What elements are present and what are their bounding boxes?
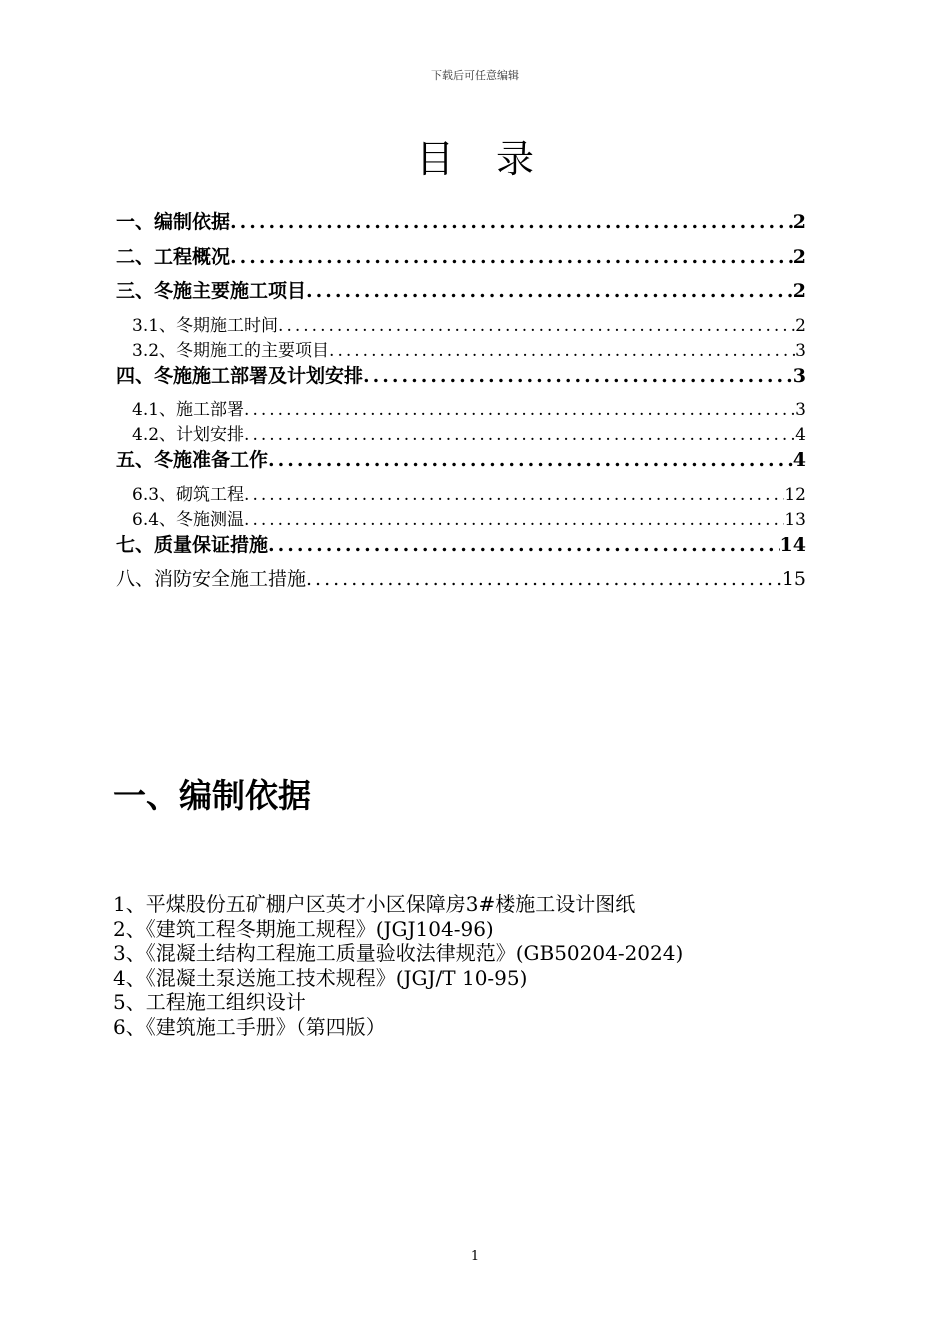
toc-entry-page: 13: [784, 509, 806, 530]
toc-subentry[interactable]: [116, 420, 806, 445]
reference-list: [113, 892, 833, 1039]
list-item: 4、《混凝土泵送施工技术规程》(JGJ/T 10-95): [113, 965, 528, 990]
toc-entry-text: 七、质量保证措施: [116, 533, 269, 556]
toc-entry-page: 2: [792, 245, 806, 268]
toc-entry-page: 12: [784, 484, 806, 505]
toc-entry-page: 3: [795, 400, 806, 420]
toc-entry[interactable]: [116, 242, 806, 277]
toc-title: 目录: [415, 137, 576, 181]
toc-leader: [306, 280, 793, 302]
toc-entry-page: 14: [779, 533, 806, 556]
toc-entry[interactable]: [116, 207, 806, 242]
toc-leader: [278, 316, 795, 336]
page-number: 1: [470, 1249, 480, 1264]
toc-subentry[interactable]: [116, 395, 806, 420]
toc-entry-text: 4.1、施工部署: [132, 400, 245, 420]
toc-leader: [268, 449, 793, 471]
toc-entry-text: 3.2、冬期施工的主要项目: [132, 340, 330, 361]
toc-entry[interactable]: [116, 445, 806, 480]
toc-leader: [306, 568, 782, 590]
toc-leader: [230, 211, 793, 233]
toc-entry-page: 15: [781, 568, 806, 590]
toc-leader: [329, 341, 795, 361]
toc-entry[interactable]: [116, 361, 806, 396]
toc-entry-page: 4: [792, 449, 806, 471]
toc-entry-page: 2: [795, 315, 806, 336]
toc-leader: [268, 534, 780, 556]
toc-entry-text: 6.4、冬施测温: [132, 509, 245, 530]
table-of-contents: [116, 207, 806, 599]
toc-entry[interactable]: [116, 276, 806, 311]
page-header: 下载后可任意编辑: [431, 69, 519, 82]
toc-entry-text: 4.2、计划安排: [132, 425, 245, 445]
toc-entry-text: 四、冬施施工部署及计划安排: [116, 364, 364, 387]
list-item: 6、《建筑施工手册》（第四版）: [113, 1014, 386, 1039]
toc-entry-page: 2: [792, 211, 806, 233]
section-heading: 一、编制依据: [113, 776, 311, 815]
toc-leader: [244, 485, 784, 505]
toc-entry-text: 一、编制依据: [116, 211, 231, 233]
toc-subentry[interactable]: [116, 336, 806, 361]
toc-entry-page: 2: [792, 280, 806, 302]
toc-entry-text: 八、消防安全施工措施: [116, 568, 307, 590]
list-item: 5、工程施工组织设计: [113, 990, 306, 1014]
toc-entry[interactable]: [116, 530, 806, 565]
toc-leader: [244, 400, 795, 420]
toc-entry-page: 3: [795, 340, 806, 361]
toc-subentry[interactable]: [116, 311, 806, 336]
toc-entry-page: 3: [792, 364, 806, 387]
toc-leader: [244, 425, 795, 445]
toc-entry[interactable]: [116, 564, 806, 599]
toc-entry-page: 4: [795, 425, 806, 445]
toc-entry-text: 6.3、砌筑工程: [132, 484, 245, 505]
list-item: 1、平煤股份五矿棚户区英才小区保障房3#楼施工设计图纸: [113, 892, 636, 916]
toc-entry-text: 五、冬施准备工作: [116, 449, 269, 471]
toc-entry-text: 3.1、冬期施工时间: [132, 315, 279, 336]
toc-entry-text: 三、冬施主要施工项目: [116, 280, 307, 302]
list-item: 3、《混凝土结构工程施工质量验收法律规范》(GB50204-2024): [113, 941, 684, 965]
toc-leader: [363, 365, 793, 387]
toc-leader: [244, 510, 784, 530]
toc-entry-text: 二、工程概况: [116, 245, 231, 268]
toc-leader: [230, 246, 793, 268]
toc-subentry[interactable]: [116, 505, 806, 530]
list-item: 2、《建筑工程冬期施工规程》(JGJ104-96): [113, 916, 494, 941]
toc-subentry[interactable]: [116, 480, 806, 505]
